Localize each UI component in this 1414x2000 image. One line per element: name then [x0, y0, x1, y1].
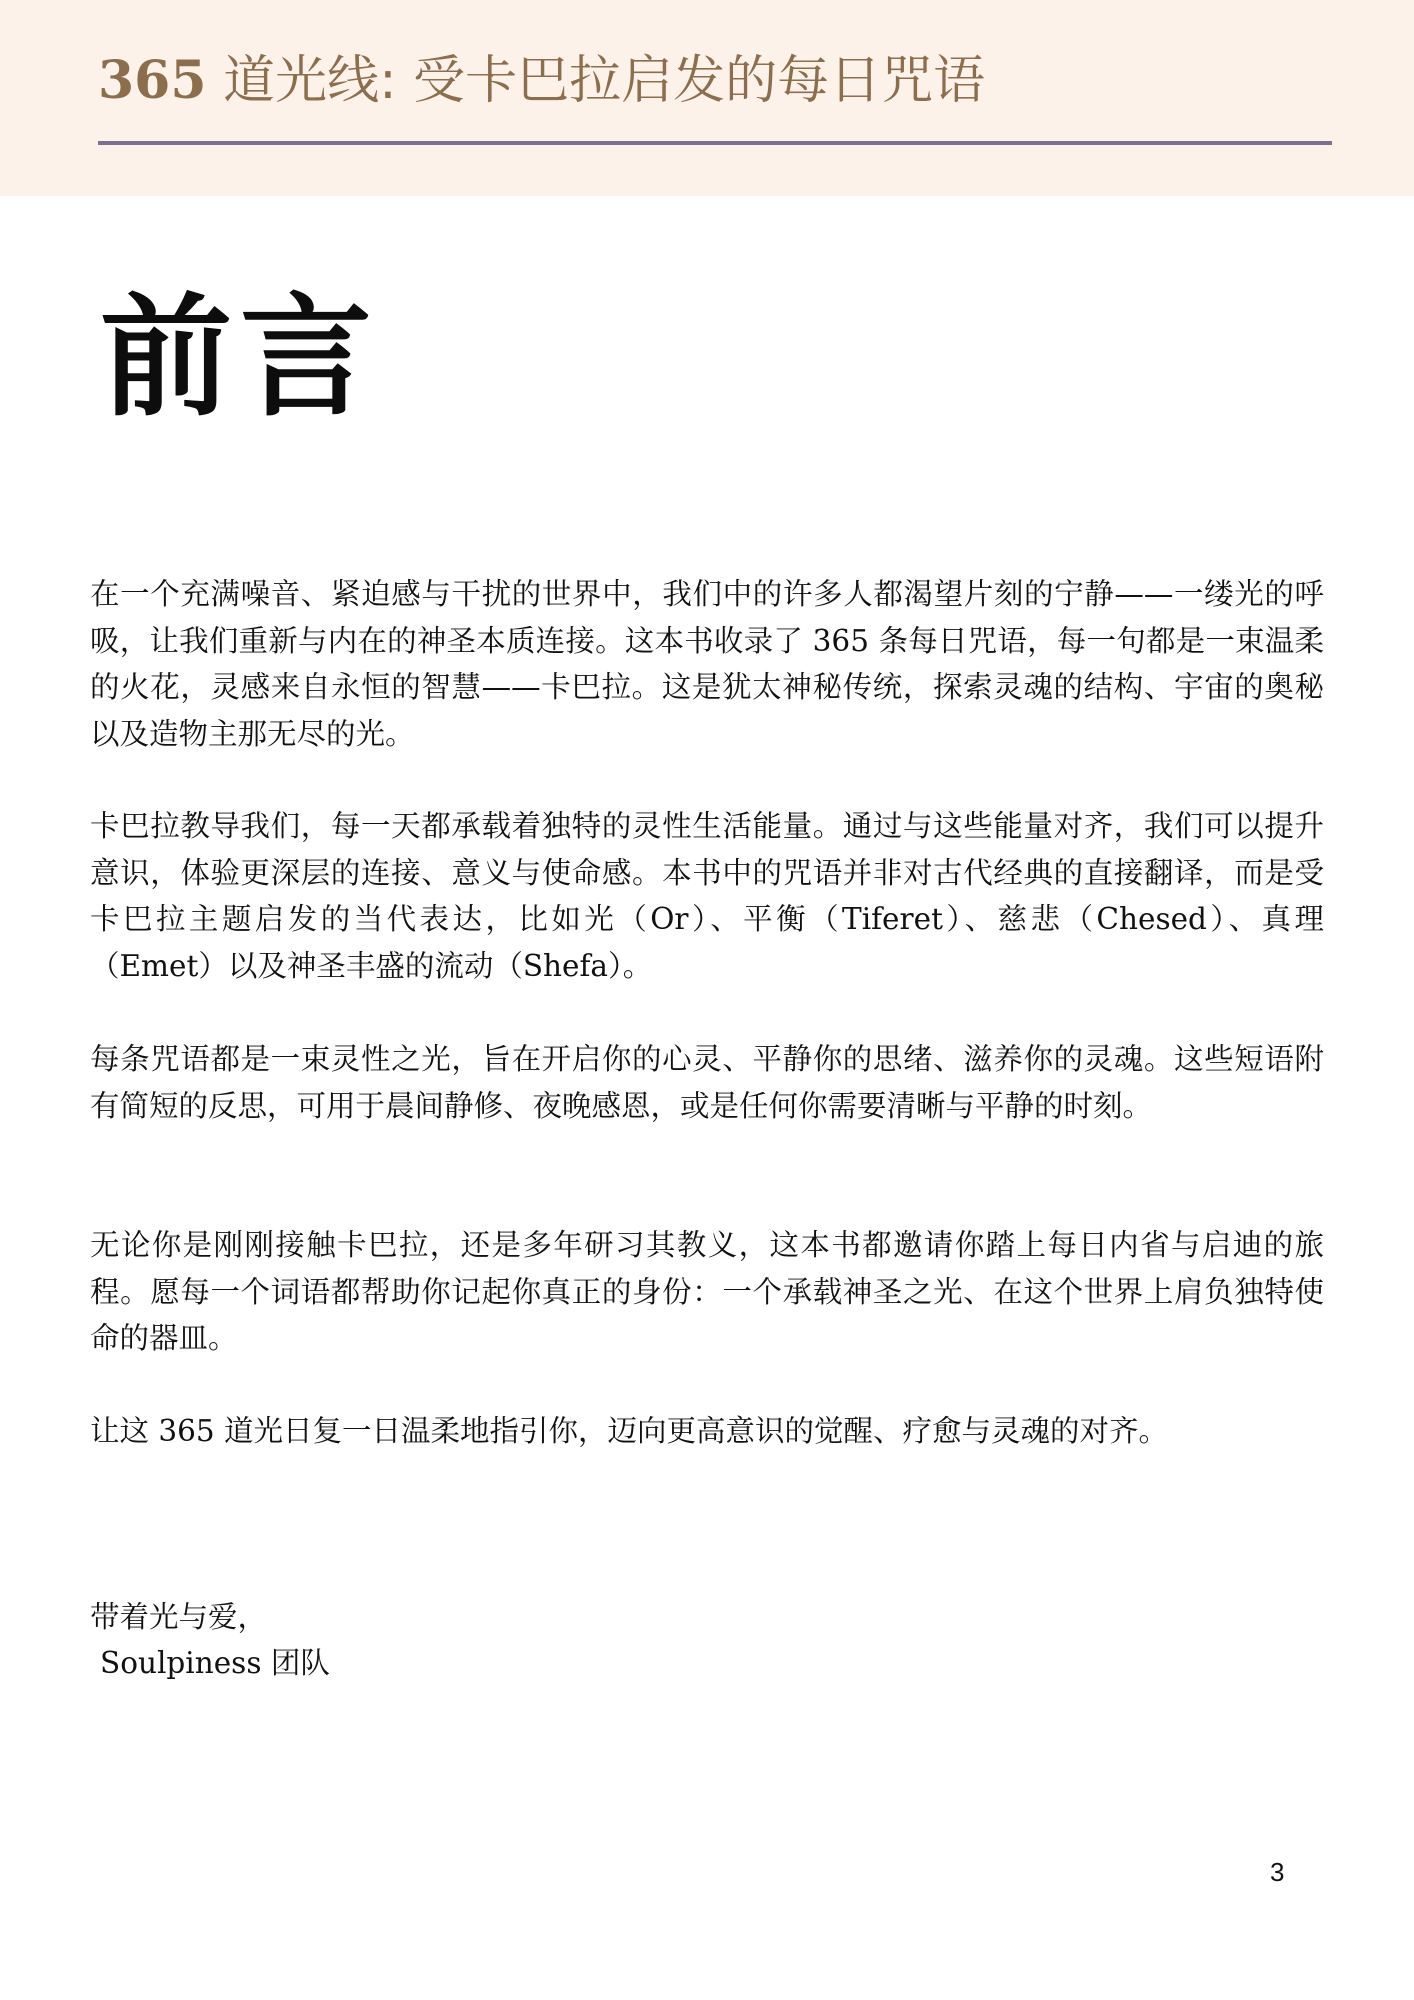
paragraph-2: 卡巴拉教导我们，每一天都承载着独特的灵性生活能量。通过与这些能量对齐，我们可以提升意识，体验更深层的连接、意义与使命感。本书中的咒语并非对古代经典的直接翻译，而是受卡巴拉主题启发的当代表达，比如光（Or）、平衡（Tiferet）、慈悲（Chesed）、真理（Emet）以及神圣丰盛的流动（Shefa）。 [90, 809, 1324, 983]
header-title-text: 道光线: 受卡巴拉启发的每日咒语 [206, 51, 986, 111]
signature: Soulpiness 团队 [100, 1646, 330, 1680]
header-divider [98, 141, 1332, 145]
page-title: 前言 [100, 281, 380, 435]
paragraph-4: 无论你是刚刚接触卡巴拉，还是多年研习其教义，这本书都邀请你踏上每日内省与启迪的旅程。愿每一个词语都帮助你记起你真正的身份：一个承载神圣之光、在这个世界上肩负独特使命的器皿。 [90, 1228, 1324, 1355]
paragraph-1: 在一个充满噪音、紧迫感与干扰的世界中，我们中的许多人都渴望片刻的宁静——一缕光的呼吸，让我们重新与内在的神圣本质连接。这本书收录了 365 条每日咒语，每一句都是一束温柔的火花，灵感来自永恒的智慧——卡巴拉。这是犹太神秘传统，探索灵魂的结构、宇宙的奥秘以及造物主那无尽的光。 [90, 577, 1324, 751]
paragraph-3: 每条咒语都是一束灵性之光，旨在开启你的心灵、平静你的思绪、滋养你的灵魂。这些短语附有简短的反思，可用于晨间静修、夜晚感恩，或是任何你需要清晰与平静的时刻。 [90, 1042, 1324, 1123]
header-title-number: 365 [98, 50, 207, 111]
paragraph-5: 让这 365 道光日复一日温柔地指引你，迈向更高意识的觉醒、疗愈与灵魂的对齐。 [90, 1414, 1169, 1448]
running-header-title [98, 46, 985, 116]
closing-line: 带着光与爱， [90, 1600, 268, 1634]
page-header [0, 0, 1414, 196]
page-number: 3 [1270, 1857, 1285, 1887]
